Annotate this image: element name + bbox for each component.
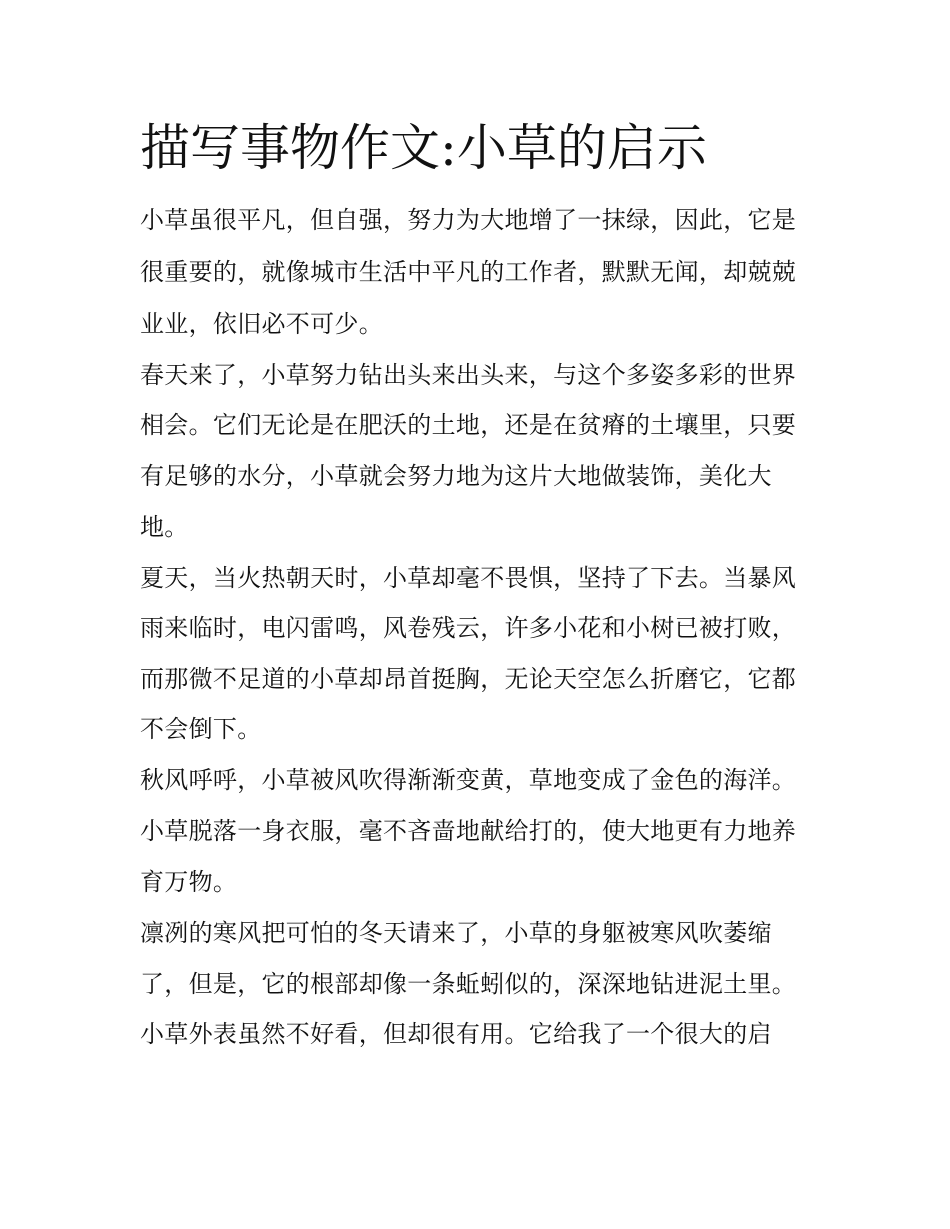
document-title: 描写事物作文:小草的启示 <box>140 119 707 177</box>
body-line: 凛冽的寒风把可怕的冬天请来了，小草的身躯被寒风吹萎缩 <box>140 919 772 947</box>
body-line: 而那微不足道的小草却昂首挺胸，无论天空怎么折磨它，它都 <box>140 665 797 693</box>
body-line: 有足够的水分，小草就会努力地为这片大地做装饰，美化大 <box>140 462 772 490</box>
body-line: 小草外表虽然不好看，但却很有用。它给我了一个很大的启 <box>140 1020 772 1048</box>
body-line: 育万物。 <box>140 868 238 896</box>
body-line: 了，但是，它的根部却像一条蚯蚓似的，深深地钻进泥土里。 <box>140 970 797 998</box>
body-line: 雨来临时，电闪雷鸣，风卷残云，许多小花和小树已被打败， <box>140 614 797 642</box>
body-line: 业业，依旧必不可少。 <box>140 310 383 338</box>
body-line: 不会倒下。 <box>140 715 262 743</box>
body-line: 春天来了，小草努力钻出头来出头来，与这个多姿多彩的世界 <box>140 361 797 389</box>
body-line: 秋风呼呼，小草被风吹得渐渐变黄，草地变成了金色的海洋。 <box>140 766 797 794</box>
body-line: 小草脱落一身衣服，毫不吝啬地献给打的，使大地更有力地养 <box>140 817 797 845</box>
body-line: 很重要的，就像城市生活中平凡的工作者，默默无闻，却兢兢 <box>140 258 797 286</box>
body-line: 小草虽很平凡，但自强，努力为大地增了一抹绿，因此，它是 <box>140 206 797 234</box>
body-line: 地。 <box>140 513 189 541</box>
body-line: 相会。它们无论是在肥沃的土地，还是在贫瘠的土壤里，只要 <box>140 411 797 439</box>
body-line: 夏天，当火热朝天时，小草却毫不畏惧，坚持了下去。当暴风 <box>140 564 797 592</box>
